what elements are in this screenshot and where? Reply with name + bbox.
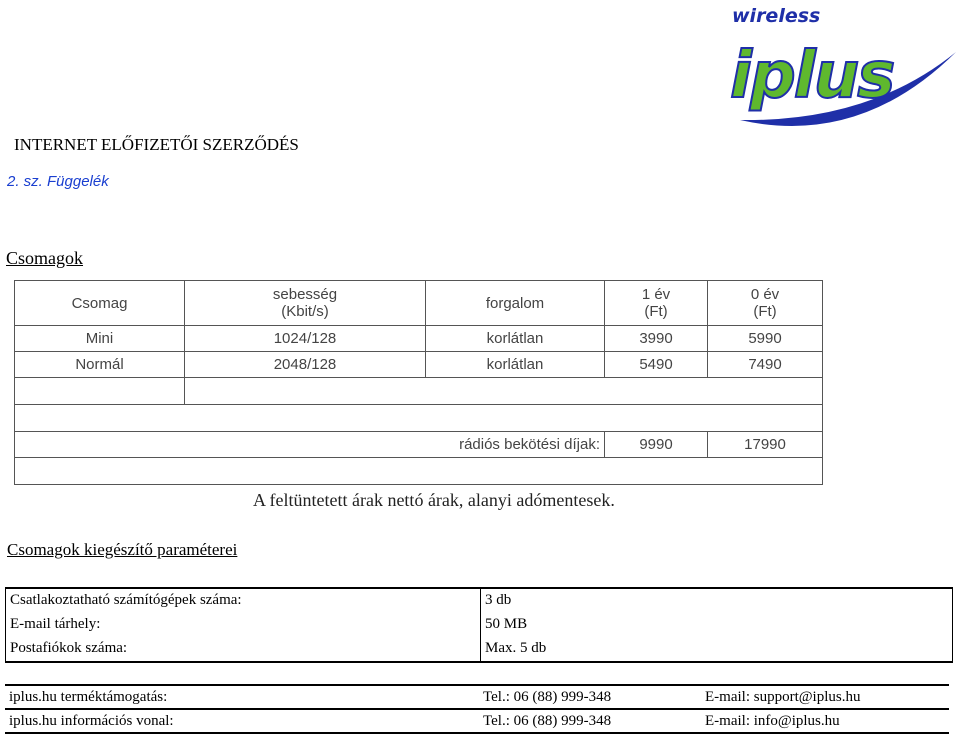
package-speed: 2048/128 xyxy=(185,352,426,378)
parameter-value: 50 MB xyxy=(481,613,953,637)
table-row xyxy=(5,709,949,733)
installation-fee-year0: 17990 xyxy=(708,432,823,458)
empty-row xyxy=(15,405,823,432)
empty-row xyxy=(15,458,823,485)
support-label: iplus.hu terméktámogatás: xyxy=(5,685,479,709)
empty-row xyxy=(15,378,823,405)
parameters-table xyxy=(5,587,953,663)
support-phone: Tel.: 06 (88) 999-348 xyxy=(479,685,701,709)
iplus-wireless-logo xyxy=(720,2,960,132)
package-traffic: korlátlan xyxy=(426,326,605,352)
price-note: A feltüntetett árak nettó árak, alanyi adómentesek. xyxy=(253,490,615,510)
support-phone: Tel.: 06 (88) 999-348 xyxy=(479,709,701,733)
support-email: E-mail: info@iplus.hu xyxy=(701,709,949,733)
document-title: INTERNET ELŐFIZETŐI SZERZŐDÉS xyxy=(14,135,299,154)
package-year0-price: 7490 xyxy=(708,352,823,378)
table-row xyxy=(15,352,823,378)
document-subtitle: 2. sz. Függelék xyxy=(7,173,109,190)
header-traffic: forgalom xyxy=(426,281,605,326)
support-email: E-mail: support@iplus.hu xyxy=(701,685,949,709)
parameter-label: Csatlakoztatható számítógépek száma: xyxy=(6,588,481,613)
parameter-value: Max. 5 db xyxy=(481,637,953,662)
table-row xyxy=(6,637,953,662)
package-speed: 1024/128 xyxy=(185,326,426,352)
package-year0-price: 5990 xyxy=(708,326,823,352)
packages-section-title: Csomagok xyxy=(6,248,84,268)
logo-wireless-text: wireless xyxy=(732,5,821,27)
package-year1-price: 3990 xyxy=(605,326,708,352)
parameters-section-title: Csomagok kiegészítő paraméterei xyxy=(7,540,238,559)
table-row xyxy=(6,588,953,613)
package-name: Mini xyxy=(15,326,185,352)
header-year1: 1 év (Ft) xyxy=(605,281,708,326)
header-speed: sebesség (Kbit/s) xyxy=(185,281,426,326)
packages-header-row xyxy=(15,281,823,326)
package-traffic: korlátlan xyxy=(426,352,605,378)
installation-fee-year1: 9990 xyxy=(605,432,708,458)
parameter-value: 3 db xyxy=(481,588,953,613)
installation-fee-label: rádiós bekötési díjak: xyxy=(15,432,605,458)
package-name: Normál xyxy=(15,352,185,378)
header-package: Csomag xyxy=(15,281,185,326)
support-label: iplus.hu információs vonal: xyxy=(5,709,479,733)
table-row xyxy=(15,326,823,352)
parameter-label: Postafiókok száma: xyxy=(6,637,481,662)
packages-table xyxy=(14,280,823,485)
header-year0: 0 év (Ft) xyxy=(708,281,823,326)
table-row xyxy=(6,613,953,637)
support-contacts-table xyxy=(5,684,949,734)
parameter-label: E-mail tárhely: xyxy=(6,613,481,637)
installation-fee-row xyxy=(15,432,823,458)
package-year1-price: 5490 xyxy=(605,352,708,378)
logo-iplus-text: iplus xyxy=(730,39,894,113)
table-row xyxy=(5,685,949,709)
